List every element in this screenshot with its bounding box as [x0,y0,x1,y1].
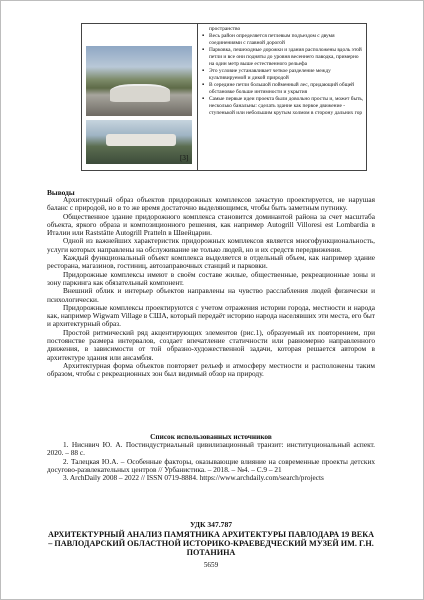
bullet-item: ▪ Самые первые идеи проекта были довольно просты и, может быть, несколько банальны: сделать здание как первое движение - ступенькой или небольшим крутым холмом в сторону дальних гор [202,96,364,117]
udk-code: УДК 347.787 [189,520,233,529]
paragraph: Архитектурный образ объектов придорожных комплексов зачастую проектируется, не нарушая баланс с природой, но в то же время достаточно выделяющимся, чтобы быть заметным путнику. [47,195,375,213]
conclusions-body [47,196,375,379]
bullet-item: ▪ Парковка, пешеходные дорожки и здания расположены вдоль этой петли и все они подняты до уровня весеннего паводка, примерно на один метр выше естественного рельефа [202,47,364,68]
page-number: 5659 [203,561,219,569]
bullet-item: пространство [209,26,241,32]
conclusions-heading: Выводы [47,188,75,197]
reference-item: 1. Ниснвич Ю. А. Постиндустриальный цивилизационный транзит: институциональный аспект. 2020. – 88 с. [47,440,375,458]
references-heading: Список использованных источников [150,432,272,441]
reference-item: 2. Талецкая Ю.А. – Особенные факторы, оказывающие влияние на современные проекты детских досугово-развлекательных центров // Урбанистика. – 2018. – №4. – С.9 – 21 [47,456,375,474]
building-photo-top [86,46,192,116]
reference-item: 3. ArchDaily 2008 – 2022 // ISSN 0719-8884. https://www.archdaily.com/search/projects [63,473,324,483]
paragraph: Одной из важнейших характеристик придорожных комплексов является многофункциональность, услуги которых направлены на обслуживание не только людей, но и их средств передвижения. [47,236,375,254]
paragraph: Каждый функциональный объект комплекса выделяется в отдельный объем, как например здание ресторана, магазинов, гостиниц, автозаправочных станций и парковки. [47,253,375,271]
paragraph: Придорожные комплексы проектируются с учетом отражения истории города, местности и народа как, например Wigwam Village в США, который передаёт историю народа населявших эти места, его быт и архитектурный образ. [47,302,375,329]
illustration-table [81,23,367,171]
bullet-item: ▪ Весь район определяется петлевым подъездом с двумя соединениями с главной дорогой [202,33,364,47]
bullet-item: ▪ Это условие устанавливает четкое разделение между культивируемой и дикой природой [202,68,364,82]
paragraph: Общественное здание придорожного комплекса становится доминантой района за счет масштаба объекта, яркого образа и композиционного решения, как например Autogrill Villoresi est Lombardia в Италии или Raststätte Autogrill Pratteln в Швейцарии. [47,211,375,238]
figure-reference: [3] [180,154,189,162]
references-list [47,441,375,482]
paragraph: Архитектурная форма объектов повторяет рельеф и атмосферу местности и расположены таким образом, чтобы с рекреационных зон был видимый обзор на природу. [47,360,375,379]
bullet-item: ▪ В середине петли большой пойменный лес, придающий общей обстановке больше интимности и укрытия [202,82,364,96]
paragraph: Придорожные комплексы имеют в своём составе жилые, общественные, рекреационные зоны и зону паркинга как обязательный компонент. [47,269,375,287]
building-photo-bottom [86,120,192,164]
article-title: АРХИТЕКТУРНЫЙ АНАЛИЗ ПАМЯТНИКА АРХИТЕКТУРЫ ПАВЛОДАРА 19 ВЕКА – ПАВЛОДАРСКИЙ ОБЛАСТНОЙ ИСТОРИКО-КРАЕВЕДЧЕСКИЙ МУЗЕЙ ИМ. Г.Н. ПОТАНИНА [47,530,375,557]
paragraph: Простой ритмический ряд акцентирующих элементов (рис.1), образуемый их повторением, при постоянстве размера интервалов, создает впечатление статичности или равномерно направленного движения, в зависимости от той образно-художественной задачи, которая решается автором в архитектуре здания или ансамбля. [47,327,375,362]
feature-bullet-list [202,26,364,117]
paragraph: Внешний облик и интерьер объектов направлены на чувство расслабления людей физически и психологически. [47,286,375,304]
